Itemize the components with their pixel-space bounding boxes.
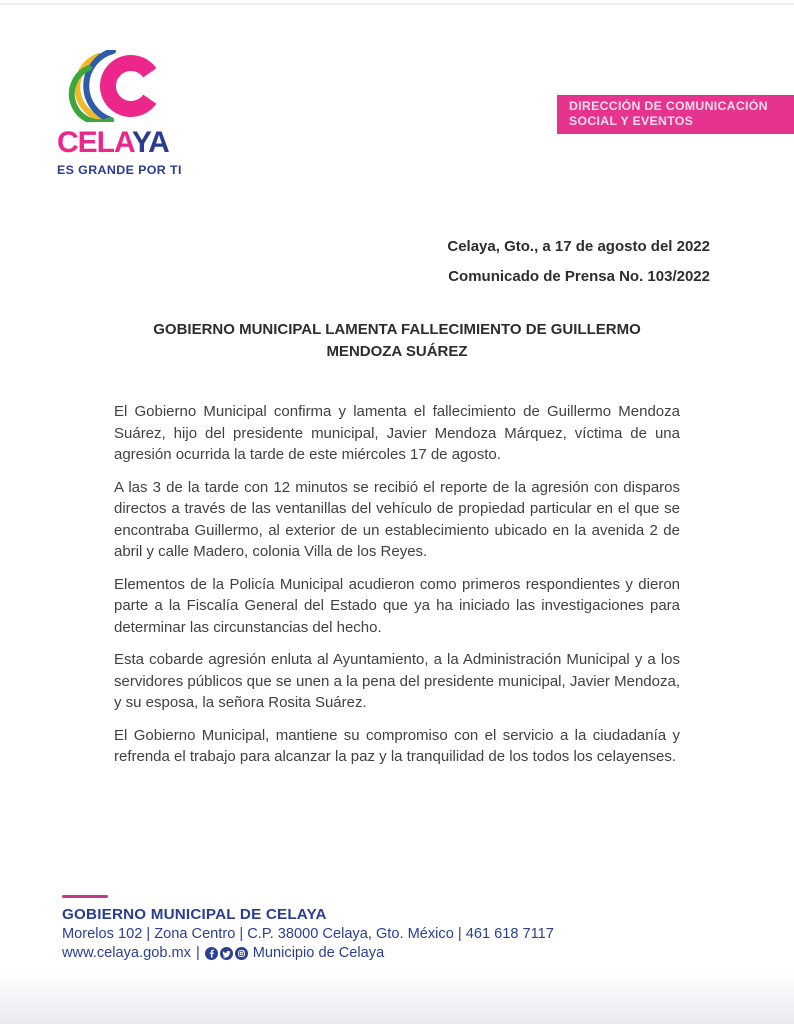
department-banner xyxy=(557,95,794,134)
letterhead-footer xyxy=(62,895,554,961)
facebook-icon xyxy=(205,947,218,960)
footer-social-handle: Municipio de Celaya xyxy=(252,945,385,961)
twitter-icon xyxy=(220,947,233,960)
release-meta xyxy=(447,239,710,285)
celaya-logo-mark-icon xyxy=(67,50,171,122)
instagram-icon xyxy=(235,947,248,960)
celaya-logo xyxy=(57,50,197,177)
press-release-body xyxy=(114,401,680,779)
body-paragraph: El Gobierno Municipal, mantiene su compromiso con el servicio a la ciudadanía y refrenda el trabajo para alcanzar la paz y la tranquilidad de los todos los celayenses. xyxy=(114,726,680,765)
celaya-wordmark xyxy=(57,128,197,158)
body-paragraph: Elementos de la Policía Municipal acudieron como primeros respondientes y dieron parte a la Fiscalía General del Estado que ya ha iniciado las investigaciones para determinar las circunstancias del hecho. xyxy=(114,575,680,636)
dateline: Celaya, Gto., a 17 de agosto del 2022 xyxy=(447,238,710,255)
body-paragraph: Esta cobarde agresión enluta al Ayuntamiento, a la Administración Municipal y a los servidores públicos que se unen a la pena del presidente municipal, Javier Mendoza, y su esposa, la señora Rosita Suárez. xyxy=(114,651,680,711)
social-icons xyxy=(205,947,248,960)
footer-pink-rule xyxy=(62,895,108,898)
page-top-edge xyxy=(0,3,794,5)
page-bottom-shadow xyxy=(0,972,794,1024)
footer-address: Morelos 102 | Zona Centro | C.P. 38000 Celaya, Gto. México | 461 618 7117 xyxy=(62,926,554,942)
footer-website: www.celaya.gob.mx xyxy=(62,945,191,961)
body-paragraph: A las 3 de la tarde con 12 minutos se recibió el reporte de la agresión con disparos directos a través de las ventanillas del vehículo de propiedad particular en el que se encontraba Guillermo, al exterior de un establecimiento ubicado en la avenida 2 de abril y calle Madero, colonia Villa de los Reyes. xyxy=(114,478,680,560)
banner-line2: SOCIAL Y EVENTOS xyxy=(569,114,694,128)
body-paragraph: El Gobierno Municipal confirma y lamenta el fallecimiento de Guillermo Mendoza Suárez, hijo del presidente municipal, Javier Mendoza Márquez, víctima de una agresión ocurrida la tarde de este miércoles 17 de agosto. xyxy=(114,403,680,463)
brand-tagline: ES GRANDE POR TI xyxy=(57,163,182,177)
release-number: Comunicado de Prensa No. 103/2022 xyxy=(448,268,710,285)
footer-organization: GOBIERNO MUNICIPAL DE CELAYA xyxy=(62,906,327,923)
wordmark-pink-letters: CELA xyxy=(57,126,132,159)
footer-separator: | xyxy=(195,945,200,961)
press-release-title: GOBIERNO MUNICIPAL LAMENTA FALLECIMIENTO DE GUILLERMO MENDOZA SUÁREZ xyxy=(153,321,641,360)
wordmark-blue-letters: YA xyxy=(131,126,169,159)
banner-line1: DIRECCIÓN DE COMUNICACIÓN xyxy=(569,99,768,113)
footer-web-line xyxy=(62,945,554,961)
